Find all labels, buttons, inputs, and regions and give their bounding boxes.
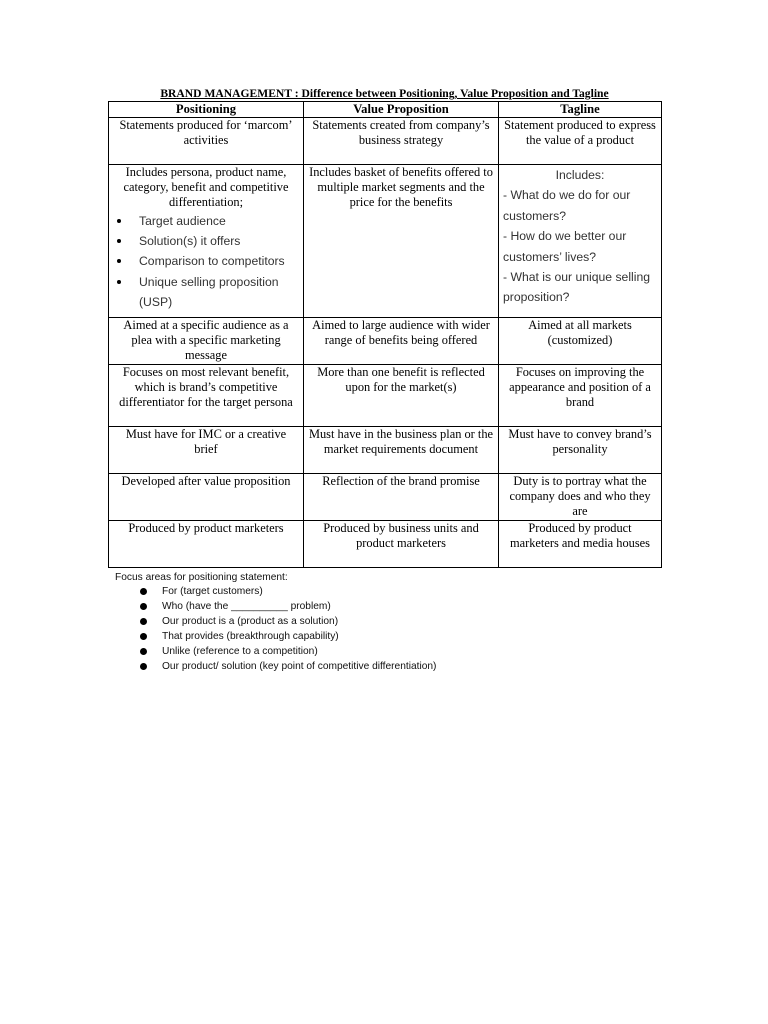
table-cell: Developed after value proposition — [109, 474, 304, 521]
table-cell: Duty is to portray what the company does and who they are — [499, 474, 662, 521]
bullet-icon — [140, 588, 147, 595]
table-row — [109, 118, 662, 165]
table-cell: Aimed at all markets (customized) — [499, 318, 662, 365]
list-item — [115, 614, 436, 629]
tagline-includes-heading: Includes: — [555, 168, 605, 182]
bullet-icon — [117, 219, 121, 223]
bullet-icon — [117, 280, 121, 284]
list-item-text: For (target customers) — [162, 586, 263, 597]
table-cell: Must have to convey brand’s personality — [499, 427, 662, 474]
focus-areas-title: Focus areas for positioning statement: — [115, 572, 288, 583]
document-title: BRAND MANAGEMENT : Difference between Positioning, Value Proposition and Tagline — [160, 87, 609, 100]
table-cell: Statement produced to express the value of a product — [499, 118, 662, 165]
table-cell: Reflection of the brand promise — [304, 474, 499, 521]
table-row — [109, 521, 662, 568]
list-item-text: Solution(s) it offers — [139, 234, 241, 249]
header-tagline: Tagline — [499, 102, 662, 118]
list-item: - How do we better our customers’ lives? — [503, 229, 627, 264]
list-item — [115, 629, 436, 644]
table-cell: Focuses on most relevant benefit, which is brand’s competitive differentiator for the target persona — [109, 365, 304, 427]
table-cell: More than one benefit is reflected upon for the market(s) — [304, 365, 499, 427]
table-cell: Produced by business units and product marketers — [304, 521, 499, 568]
table-cell: Statements created from company’s business strategy — [304, 118, 499, 165]
list-item-text: Our product/ solution (key point of competitive differentiation) — [162, 661, 437, 672]
bullet-icon — [117, 259, 121, 263]
list-item-text: Comparison to competitors — [139, 254, 285, 269]
table-row — [109, 318, 662, 365]
comparison-table — [108, 101, 662, 568]
list-item — [115, 599, 436, 614]
bullet-icon — [140, 633, 147, 640]
list-item — [115, 584, 436, 599]
tagline-question-list — [503, 165, 657, 308]
table-row — [109, 427, 662, 474]
list-item-text: Unlike (reference to a competition) — [162, 646, 318, 657]
list-item — [113, 272, 299, 313]
list-item: - What is our unique selling proposition? — [503, 270, 650, 305]
table-row — [109, 365, 662, 427]
table-header-row — [109, 102, 662, 118]
list-item — [115, 659, 436, 674]
bullet-icon — [117, 239, 121, 243]
bullet-icon — [140, 648, 147, 655]
positioning-includes-text: Includes persona, product name, category, benefit and competitive differentiation; — [123, 165, 289, 210]
table-cell: Must have for IMC or a creative brief — [109, 427, 304, 474]
table-cell: Includes basket of benefits offered to multiple market segments and the price for the benefits — [304, 165, 499, 318]
table-cell: Aimed at a specific audience as a plea with a specific marketing message — [109, 318, 304, 365]
table-cell: Produced by product marketers and media houses — [499, 521, 662, 568]
list-item — [113, 251, 299, 271]
header-positioning: Positioning — [109, 102, 304, 118]
table-cell — [499, 165, 662, 318]
list-item-text: Who (have the __________ problem) — [162, 601, 331, 612]
list-item-text: That provides (breakthrough capability) — [162, 631, 339, 642]
list-item-text: Unique selling proposition (USP) — [139, 274, 279, 310]
table-cell: Aimed to large audience with wider range of benefits being offered — [304, 318, 499, 365]
list-item-text: Our product is a (product as a solution) — [162, 616, 339, 627]
table-cell: Focuses on improving the appearance and position of a brand — [499, 365, 662, 427]
list-item-text: Target audience — [139, 213, 226, 228]
list-item — [115, 644, 436, 659]
table-cell: Must have in the business plan or the market requirements document — [304, 427, 499, 474]
focus-areas-list — [115, 584, 436, 674]
table-row — [109, 474, 662, 521]
list-item: - What do we do for our customers? — [503, 188, 631, 223]
table-row — [109, 165, 662, 318]
list-item — [113, 231, 299, 251]
positioning-bullet-list — [113, 211, 299, 313]
list-item — [113, 211, 299, 231]
table-cell — [109, 165, 304, 318]
header-value-proposition: Value Proposition — [304, 102, 499, 118]
bullet-icon — [140, 618, 147, 625]
bullet-icon — [140, 663, 147, 670]
table-cell: Produced by product marketers — [109, 521, 304, 568]
bullet-icon — [140, 603, 147, 610]
table-cell: Statements produced for ‘marcom’ activities — [109, 118, 304, 165]
